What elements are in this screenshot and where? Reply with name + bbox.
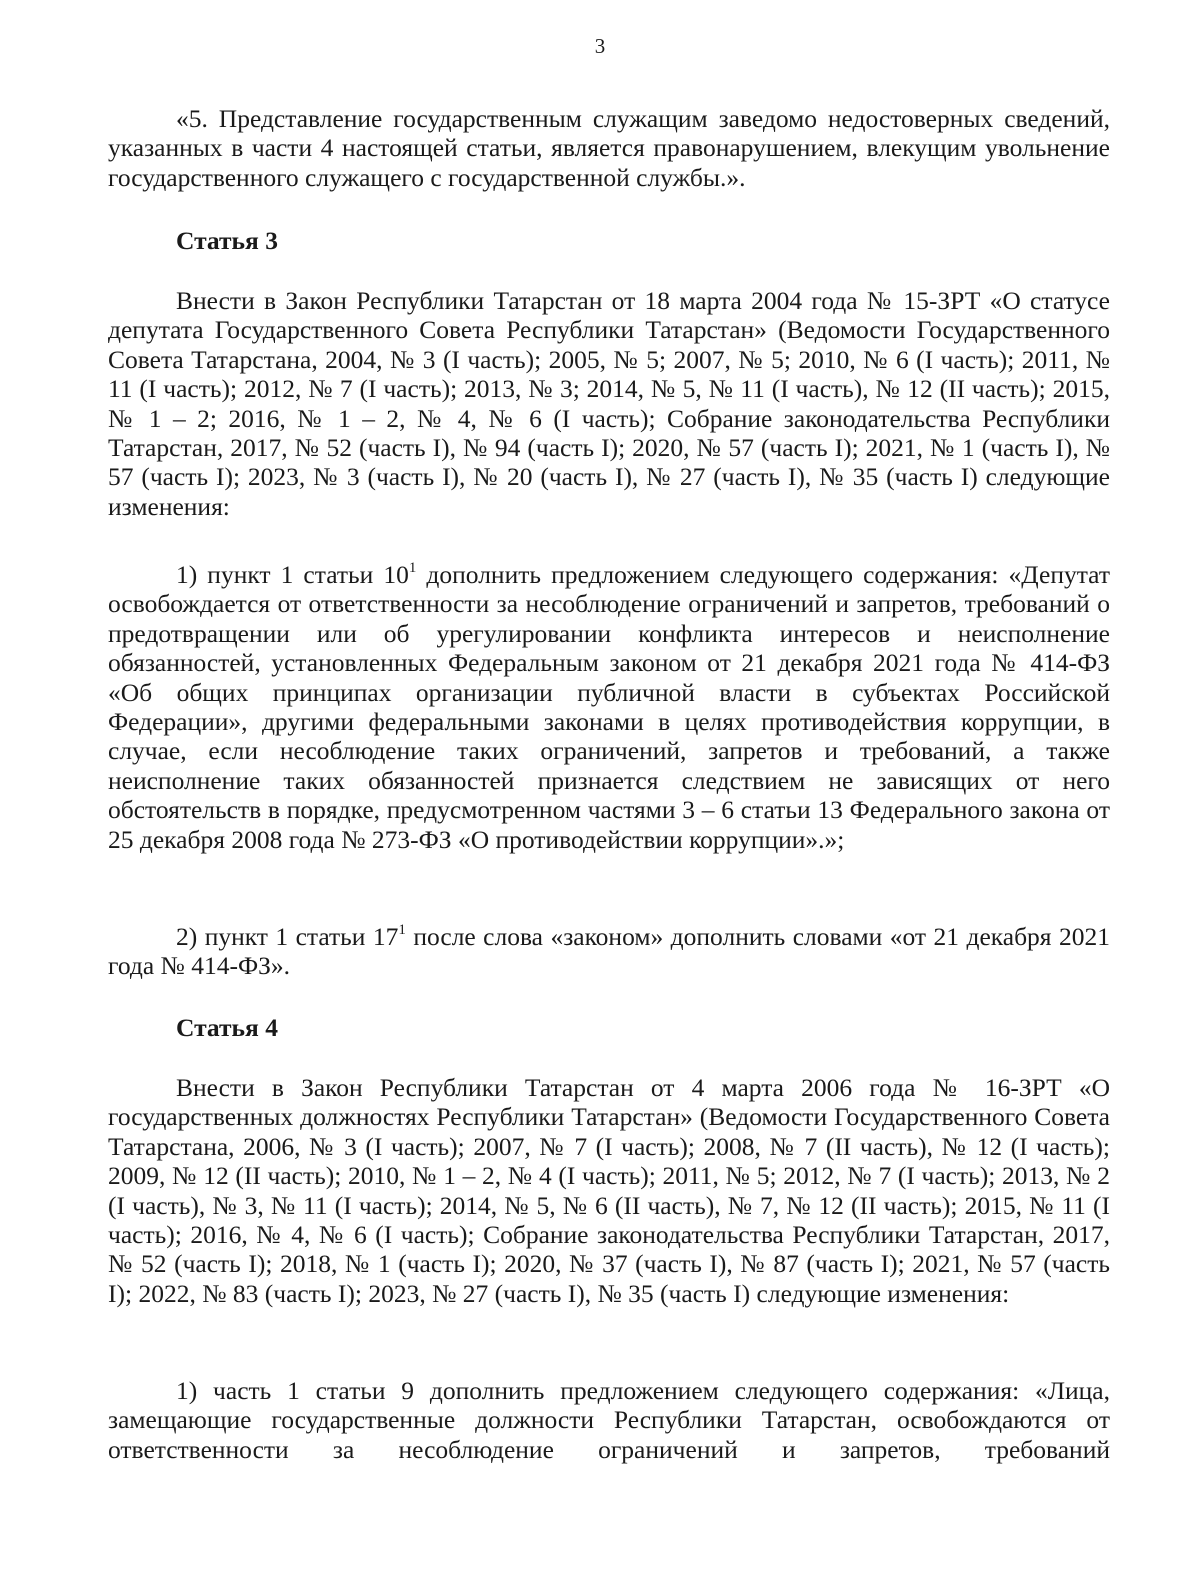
article-3-item-2-lead: 2) пункт 1 статьи 17 [176,922,399,951]
superscript-1: 1 [398,922,406,938]
article-3-item-1-paragraph [108,560,1110,854]
article-4-heading: Статья 4 [176,1013,278,1042]
page-number: 3 [594,34,606,58]
article-4-item-1-paragraph: 1) часть 1 статьи 9 дополнить предложением следующего содержания: «Лица, замещающие государственные должности Республики Татарстан, освобождаются от ответственности за несоблюдение ограничений и запретов, требований [108,1376,1110,1464]
article-3-item-1-lead: 1) пункт 1 статьи 10 [176,560,409,589]
article-3-item-2-paragraph [108,922,1110,981]
article-3-intro-paragraph: Внести в Закон Республики Татарстан от 18 марта 2004 года № 15-ЗРТ «О статусе депутата Государственного Совета Республики Татарстан» (Ведомости Государственного Совета Татарстана, 2004, № 3 (I часть); 2005, № 5; 2007, № 5; 2010, № 6 (I часть); 2011, № 11 (I часть); 2012, № 7 (I часть); 2013, № 3; 2014, № 5, № 11 (I часть), № 12 (II часть); 2015, № 1 – 2; 2016, № 1 – 2, № 4, № 6 (I часть); Собрание законодательства Республики Татарстан, 2017, № 52 (часть I), № 94 (часть I); 2020, № 57 (часть I); 2021, № 1 (часть I), № 57 (часть I); 2023, № 3 (часть I), № 20 (часть I), № 27 (часть I), № 35 (часть I) следующие изменения: [108,286,1110,521]
article-3-item-1-text: дополнить предложением следующего содержания: «Депутат освобождается от ответственности за несоблюдение ограничений и запретов, требований о предотвращении или об урегулировании конфликта интересов и неисполнение обязанностей, установленных Федеральным законом от 21 декабря 2021 года № 414-ФЗ «Об общих принципах организации публичной власти в субъектах Российской Федерации», другими федеральными законами в целях противодействия коррупции, в случае, если несоблюдение таких ограничений, запретов и требований, а также неисполнение таких обязанностей признается следствием не зависящих от него обстоятельств в порядке, предусмотренном частями 3 – 6 статьи 13 Федерального закона от 25 декабря 2008 года № 273-ФЗ «О противодействии коррупции».»; [108,560,1110,854]
superscript-1: 1 [408,560,417,576]
article-4-intro-paragraph: Внести в Закон Республики Татарстан от 4 марта 2006 года № 16-ЗРТ «О государственных должностях Республики Татарстан» (Ведомости Государственного Совета Татарстана, 2006, № 3 (I часть); 2007, № 7 (I часть); 2008, № 7 (II часть), № 12 (I часть); 2009, № 12 (II часть); 2010, № 1 – 2, № 4 (I часть); 2011, № 5; 2012, № 7 (I часть); 2013, № 2 (I часть), № 3, № 11 (I часть); 2014, № 5, № 6 (II часть), № 7, № 12 (II часть); 2015, № 11 (I часть); 2016, № 4, № 6 (I часть); Собрание законодательства Республики Татарстан, 2017, № 52 (часть I); 2018, № 1 (часть I); 2020, № 37 (часть I), № 87 (часть I); 2021, № 57 (часть I); 2022, № 83 (часть I); 2023, № 27 (часть I), № 35 (часть I) следующие изменения: [108,1073,1110,1308]
article-3-item-2-text: после слова «законом» дополнить словами «от 21 декабря 2021 года № 414-ФЗ». [108,922,1110,981]
paragraph-item-5-quote: «5. Представление государственным служащим заведомо недостоверных сведений, указанных в части 4 настоящей статьи, является правонарушением, влекущим увольнение государственного служащего с государственной службы.». [108,104,1110,192]
article-3-heading: Статья 3 [176,226,278,255]
